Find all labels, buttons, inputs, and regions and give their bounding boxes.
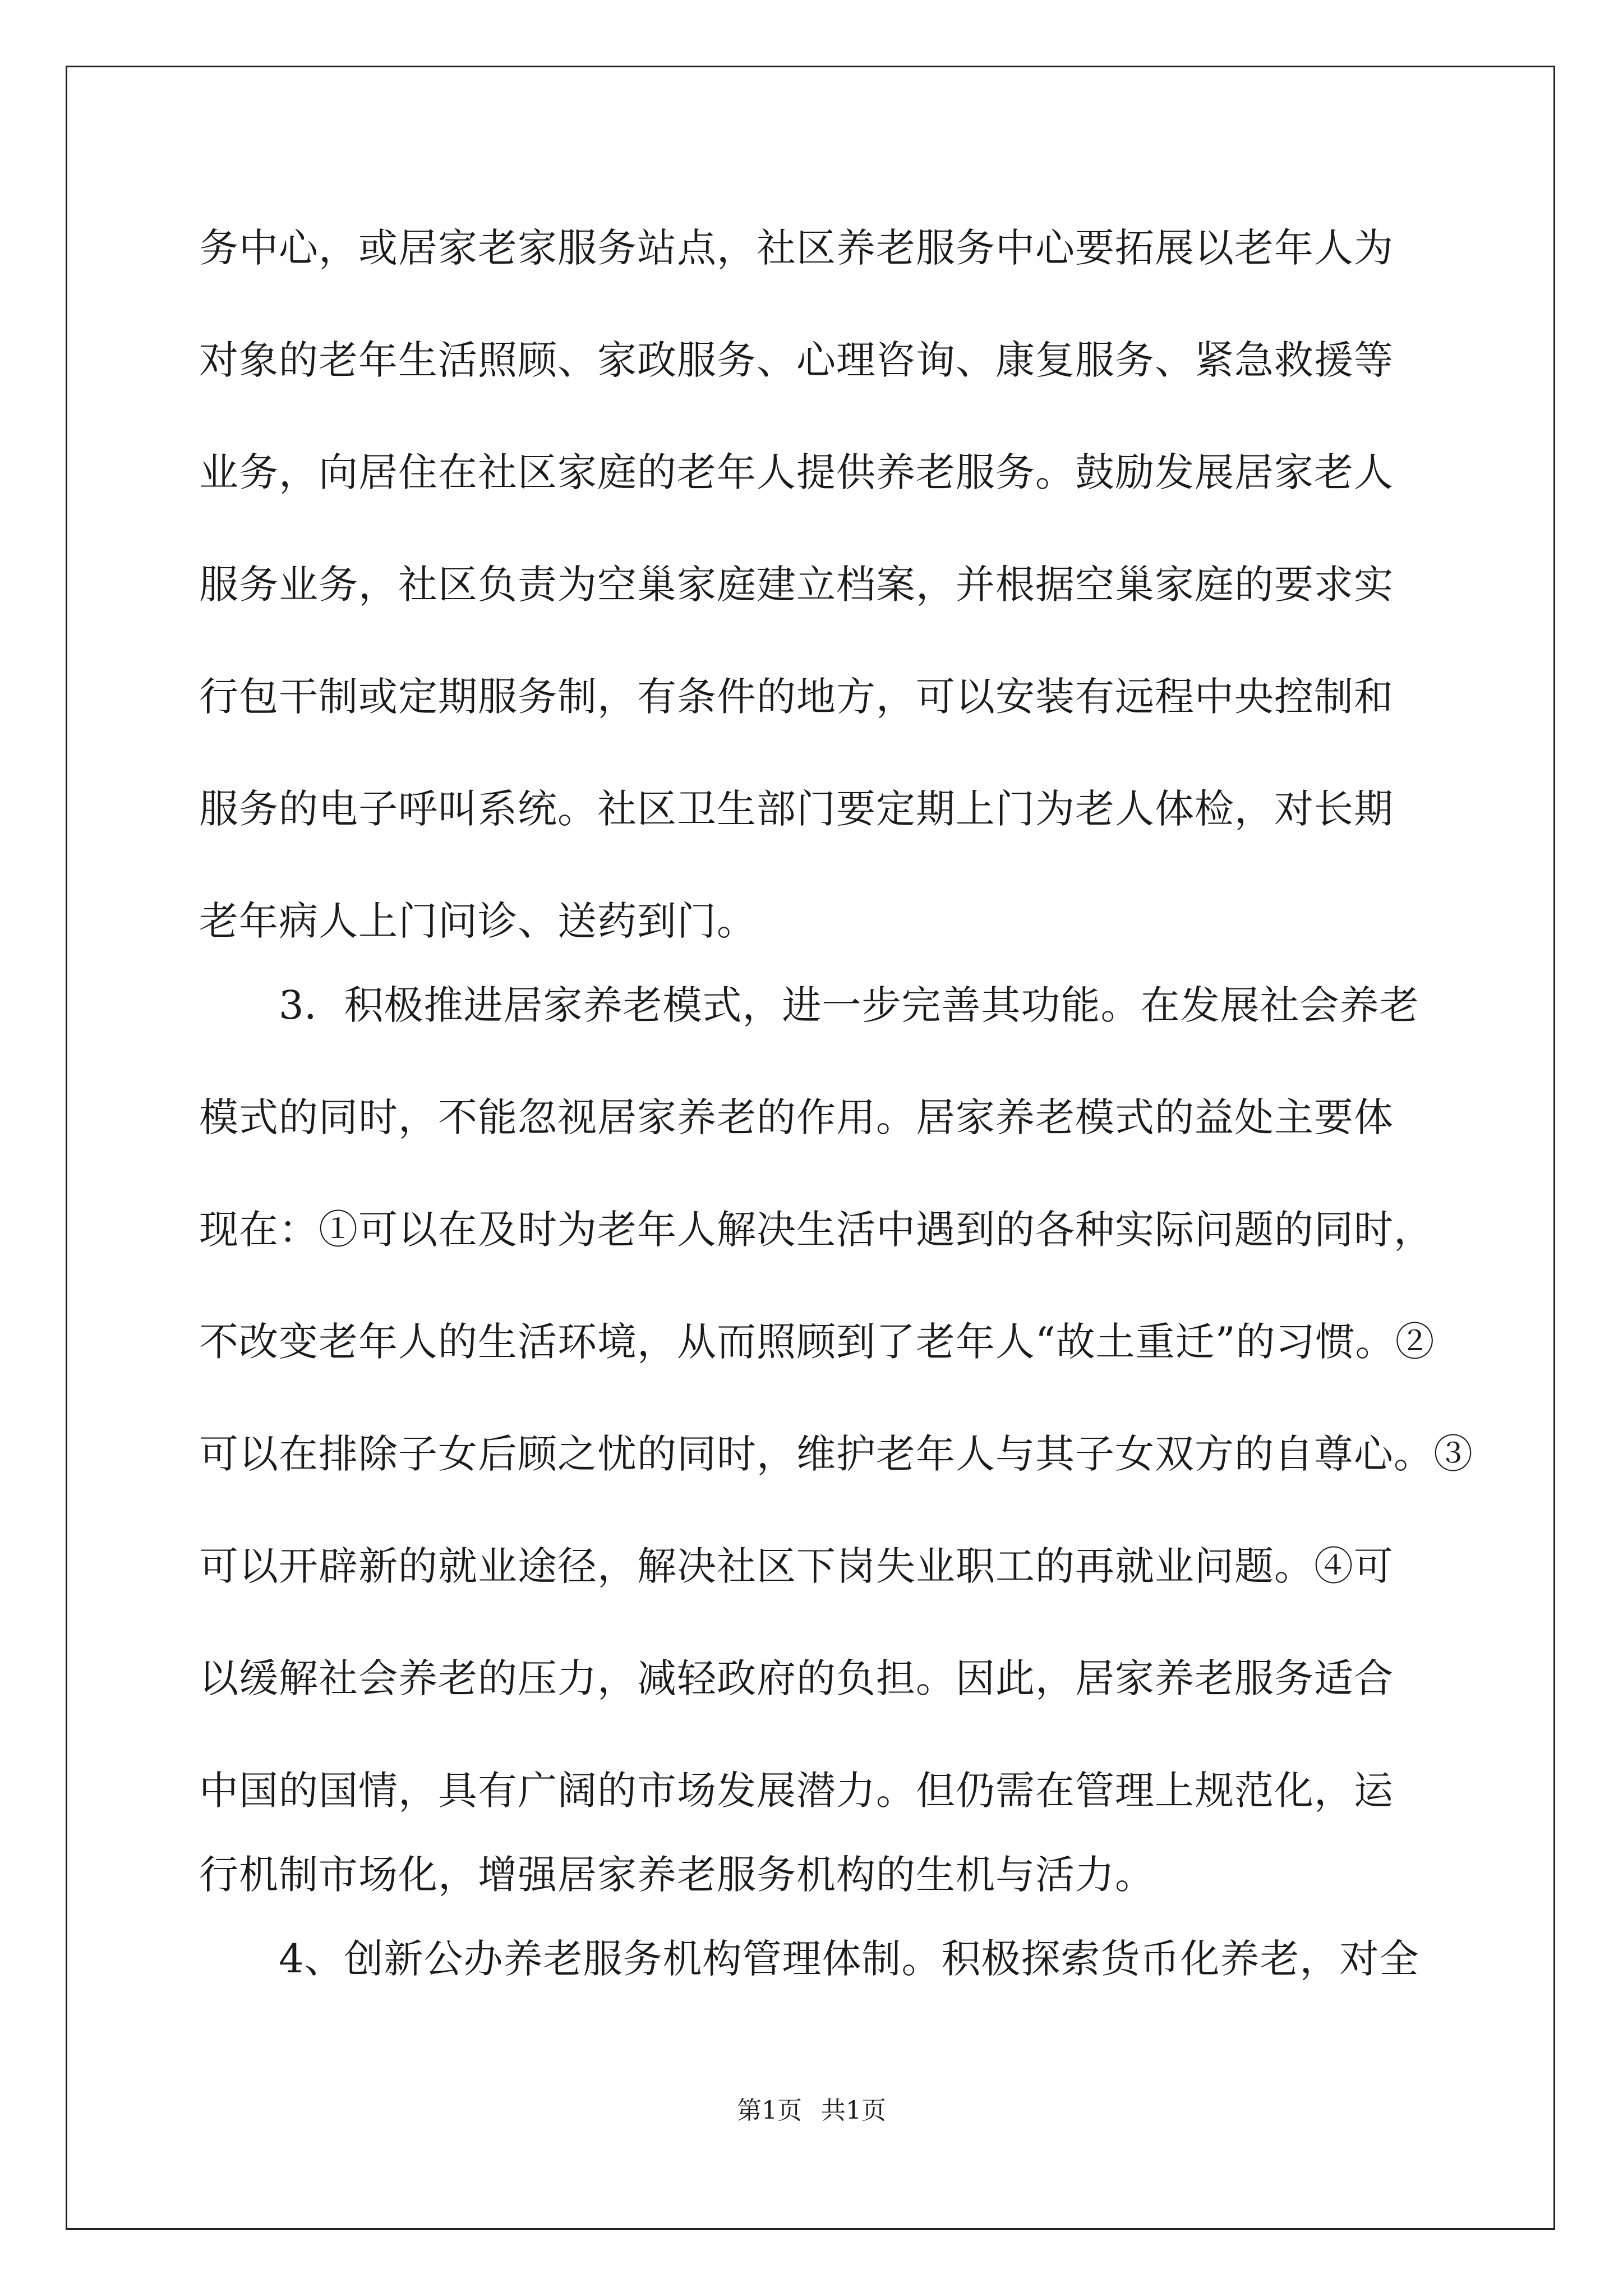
paragraph-start-line: 3．积极推进居家养老模式，进一步完善其功能。在发展社会养老 [279, 982, 1419, 1028]
paragraph-start-line: 4、创新公办养老服务机构管理体制。积极探索货币化养老，对全 [279, 1936, 1419, 1982]
text-line: 行机制市场化，增强居家养老服务机构的生机与活力。 [199, 1852, 1155, 1898]
text-line: 模式的同时，不能忽视居家养老的作用。居家养老模式的益处主要体 [199, 1094, 1394, 1140]
text-line: 现在：①可以在及时为老年人解决生活中遇到的各种实际问题的同时， [199, 1207, 1433, 1253]
page-number: 第1页 [737, 2096, 802, 2125]
text-line: 可以在排除子女后顾之忧的同时，维护老年人与其子女双方的自尊心。③ [199, 1431, 1473, 1477]
text-line: 不改变老年人的生活环境，从而照顾到了老年人“故土重迁”的习惯。② [199, 1319, 1435, 1365]
text-line: 以缓解社会养老的压力，减轻政府的负担。因此，居家养老服务适合 [199, 1655, 1394, 1701]
text-line: 服务的电子呼叫系统。社区卫生部门要定期上门为老人体检，对长期 [199, 786, 1394, 832]
page-footer [0, 2095, 1623, 2127]
text-line: 对象的老年生活照顾、家政服务、心理咨询、康复服务、紧急救援等 [199, 337, 1394, 383]
text-line: 行包干制或定期服务制，有条件的地方，可以安装有远程中央控制和 [199, 674, 1394, 720]
text-line: 中国的国情，具有广阔的市场发展潜力。但仍需在管理上规范化，运 [199, 1768, 1394, 1814]
text-line: 服务业务，社区负责为空巢家庭建立档案，并根据空巢家庭的要求实 [199, 562, 1394, 608]
text-line: 可以开辟新的就业途径，解决社区下岗失业职工的再就业问题。④可 [199, 1543, 1394, 1589]
text-line: 业务，向居住在社区家庭的老年人提供养老服务。鼓励发展居家老人 [199, 449, 1394, 495]
text-line: 务中心，或居家老家服务站点，社区养老服务中心要拓展以老年人为 [199, 225, 1394, 271]
page-border [66, 66, 1555, 2230]
text-line: 老年病人上门问诊、送药到门。 [199, 898, 757, 944]
page-total: 共1页 [821, 2096, 886, 2125]
